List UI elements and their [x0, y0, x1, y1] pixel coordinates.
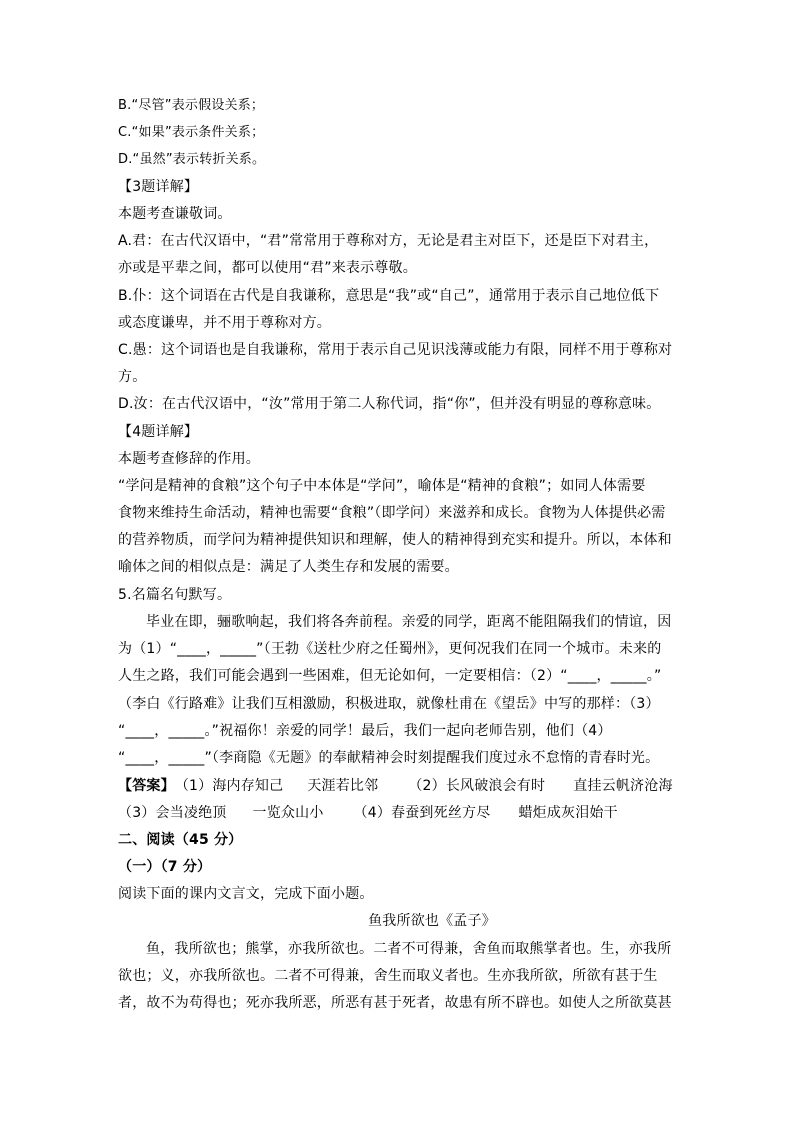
answer-line2 [118, 803, 678, 823]
q3-c-line2: 方。 [118, 369, 147, 385]
q3-a-line1: A.君：在古代汉语中，“君”常常用于尊称对方，无论是君主对臣下，还是臣下对君主， [118, 233, 659, 249]
answer-label: 【答案】 [118, 778, 175, 794]
q5-line6: “____，_____”（李商隐《无题》的奉献精神会时刻提醒我们度过永不怠惰的青春时光。 [118, 750, 660, 766]
answer-1b: 天涯若比邻 [307, 778, 379, 794]
option-b: B.“尽管”表示假设关系； [118, 98, 265, 113]
q3-intro: 本题考查谦敬词。 [118, 206, 232, 222]
option-c: C.“如果”表示条件关系； [118, 125, 265, 140]
q3-b-line2: 或态度谦卑，并不用于尊称对方。 [118, 315, 331, 331]
answer-2a: （2）长风破浪会有时 [408, 778, 546, 794]
q3-a-line2: 亦或是平辈之间，都可以使用“君”来表示尊敬。 [118, 260, 417, 276]
q4-para-line2: 食物来维持生命活动，精神也需要“食粮”（即学问）来滋养和成长。食物为人体提供必需 [118, 505, 666, 521]
q4-para-line1: “学问是精神的食粮”这个句子中本体是“学问”，喻体是“精神的食粮”；如同人体需要 [118, 478, 646, 494]
answer-1a: （1）海内存知己 [174, 778, 284, 794]
q5-title: 5.名篇名句默写。 [118, 587, 232, 603]
section-2-title: 二、阅读（45 分） [118, 832, 243, 848]
q5-line1: 毕业在即，骊歌响起，我们将各奔前程。亲爱的同学，距离不能阻隔我们的情谊，因 [146, 614, 672, 630]
answer-2b: 直挂云帆济沧海 [573, 778, 673, 794]
q5-line4: （李白《行路难》让我们互相激励，积极进取，就像杜甫在《望岳》中写的那样：（3） [118, 696, 660, 712]
q5-line3: 人生之路，我们可能会遇到一些困难，但无论如何，一定要相信：（2）“____，_____。” [118, 668, 662, 684]
answer-line1 [118, 776, 678, 796]
answer-4b: 蜡炬成灰泪始干 [518, 805, 618, 821]
q5-line2: 为（1）“____，_____”（王勃《送杜少府之任蜀州》，更何况我们在同一个城市。未来的 [118, 641, 662, 657]
q4-para-line3: 的营养物质，而学问为精神提供知识和理解，使人的精神得到充实和提升。所以，本体和 [118, 532, 672, 548]
passage-line2: 欲也；义，亦我所欲也。二者不可得兼，舍生而取义者也。生亦我所欲，所欲有甚于生 [118, 968, 658, 984]
q3-b-line1: B.仆：这个词语在古代是自我谦称，意思是“我”或“自己”，通常用于表示自己地位低下 [118, 288, 660, 304]
q4-para-line4: 喻体之间的相似点是：满足了人类生存和发展的需要。 [118, 559, 459, 575]
q3-c-line1: C.愚：这个词语也是自我谦称，常用于表示自己见识浅薄或能力有限，同样不用于尊称对 [118, 342, 673, 358]
answer-3b: 一览众山小 [252, 805, 324, 821]
q3-heading: 【3题详解】 [118, 179, 199, 195]
option-d: D.“虽然”表示转折关系。 [118, 152, 266, 167]
q3-d-line1: D.汝：在古代汉语中，“汝”常用于第二人称代词，指“你”，但并没有明显的尊称意味。 [118, 396, 661, 412]
passage-line1: 鱼，我所欲也；熊掌，亦我所欲也。二者不可得兼，舍鱼而取熊掌者也。生，亦我所 [146, 941, 672, 957]
subsection-1-title: （一）（7 分） [118, 859, 212, 875]
answer-3a: （3）会当凌绝顶 [118, 805, 227, 821]
subsection-1-instruction: 阅读下面的课内文言文，完成下面小题。 [118, 886, 374, 902]
answer-4a: （4）春蚕到死丝方尽 [353, 805, 491, 821]
passage-title: 鱼我所欲也《孟子》 [368, 913, 496, 929]
q4-heading: 【4题详解】 [118, 424, 199, 440]
q5-line5: “____，_____。”祝福你！亲爱的同学！最后，我们一起向老师告别，他们（4） [118, 723, 612, 739]
q4-intro: 本题考查修辞的作用。 [118, 451, 260, 467]
passage-line3: 者，故不为苟得也；死亦我所恶，所恶有甚于死者，故患有所不辟也。如使人之所欲莫甚 [118, 995, 672, 1011]
